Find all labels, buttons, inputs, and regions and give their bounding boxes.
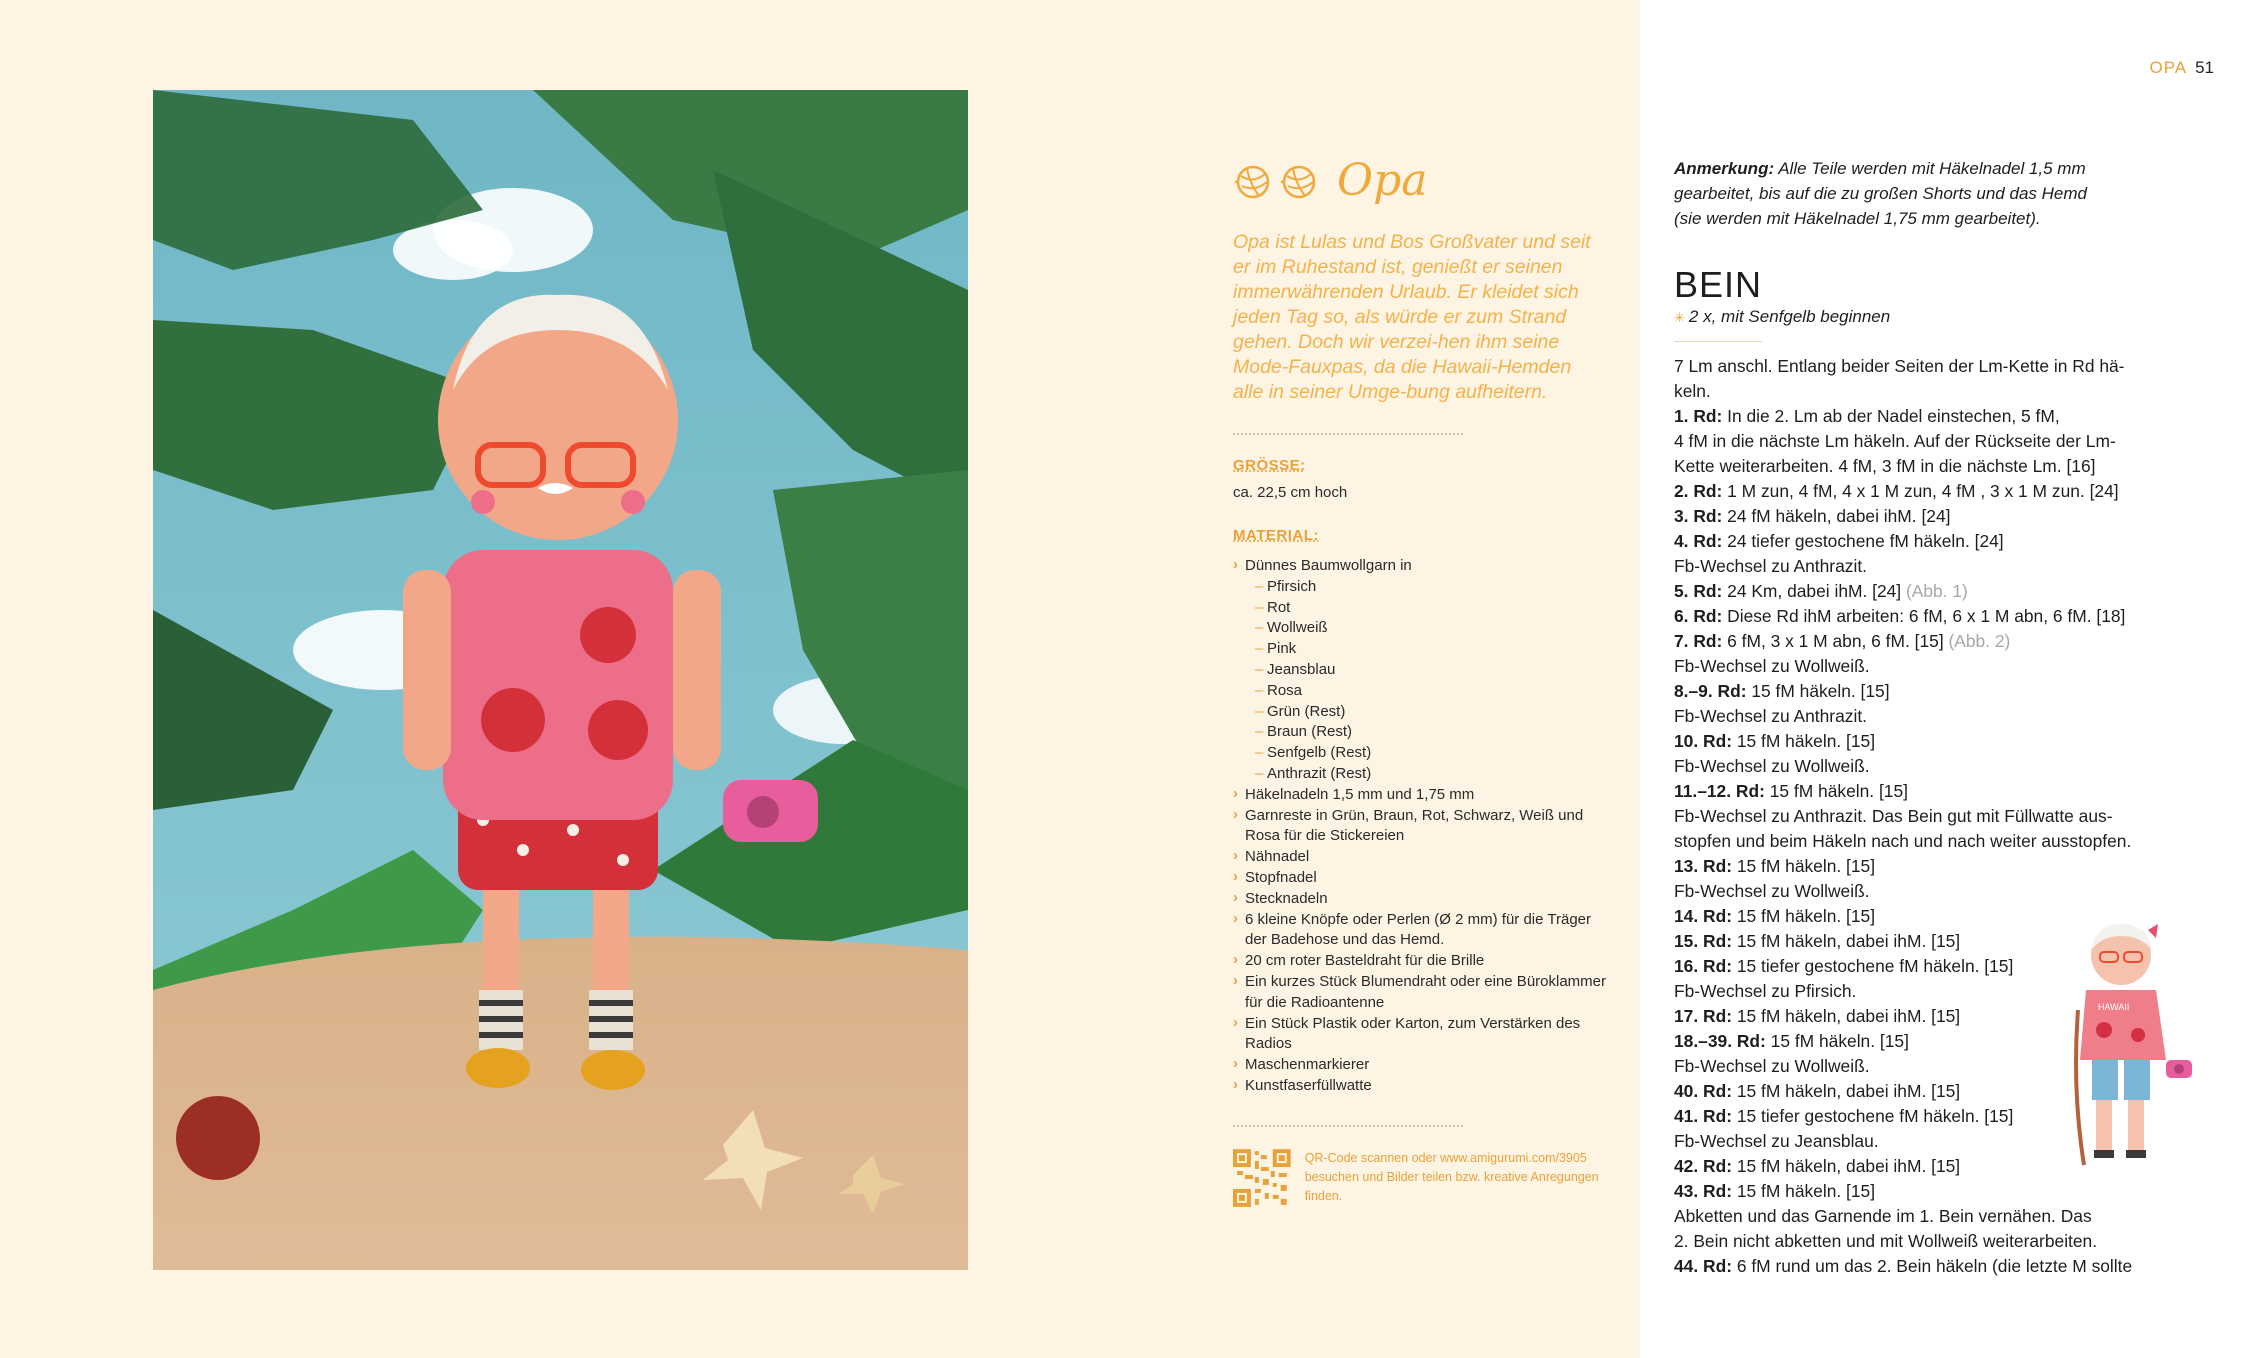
material-sub-item: – Jeansblau: [1233, 660, 1613, 681]
instruction-text: Abketten und das Garnende im 1. Bein vernähen. Das: [1674, 1206, 2092, 1226]
section-heading: BEIN: [1674, 264, 1763, 305]
material-label: MATERIAL:: [1233, 527, 1319, 544]
instruction-text: Fb-Wechsel zu Anthrazit.: [1674, 706, 1867, 726]
note: [1674, 156, 2204, 231]
page-header: [2149, 58, 2214, 78]
instruction-text: 15 fM häkeln, dabei ihM. [15]: [1731, 1006, 1961, 1026]
instruction-text: Fb-Wechsel zu Anthrazit.: [1674, 556, 1867, 576]
qr-code-icon[interactable]: [1233, 1149, 1291, 1207]
instruction-text: 4 fM in die nächste Lm häkeln. Auf der Rückseite der Lm-: [1674, 431, 2116, 451]
instruction-text: 6 fM rund um das 2. Bein häkeln (die letzte M sollte: [1731, 1256, 2133, 1276]
material-item: › Ein Stück Plastik oder Karton, zum Verstärken des Radios: [1233, 1014, 1613, 1056]
note-line: (sie werden mit Häkelnadel 1,75 mm gearbeitet).: [1674, 209, 2041, 228]
material-item: › Häkelnadeln 1,5 mm und 1,75 mm: [1233, 785, 1613, 806]
instruction-line: [1674, 779, 2204, 804]
size-value: ca. 22,5 cm hoch: [1233, 484, 1348, 501]
instruction-text: Fb-Wechsel zu Pfirsich.: [1674, 981, 1857, 1001]
instruction-line: [1674, 1229, 2204, 1254]
figure-reference: (Abb. 1): [1905, 581, 1968, 601]
instruction-line: [1674, 704, 2204, 729]
instruction-line: [1674, 604, 2204, 629]
instruction-line: [1674, 379, 2204, 404]
instruction-line: [1674, 804, 2204, 829]
instruction-text: 6 fM, 3 x 1 M abn, 6 fM. [15]: [1722, 631, 1949, 651]
instruction-text: Fb-Wechsel zu Wollweiß.: [1674, 881, 1870, 901]
material-item: › Garnreste in Grün, Braun, Rot, Schwarz, Weiß und Rosa für die Stickereien: [1233, 806, 1613, 848]
round-label: 18.–39. Rd:: [1674, 1031, 1766, 1051]
material-sub-item: – Pink: [1233, 639, 1613, 660]
instruction-line: [1674, 754, 2204, 779]
instruction-text: Fb-Wechsel zu Wollweiß.: [1674, 756, 1870, 776]
instruction-line: [1674, 1204, 2204, 1229]
instruction-line: [1674, 879, 2204, 904]
instruction-text: 15 fM häkeln. [15]: [1731, 856, 1876, 876]
material-sub-item: – Wollweiß: [1233, 618, 1613, 639]
instruction-text: Diese Rd ihM arbeiten: 6 fM, 6 x 1 M abn, 6 fM. [18]: [1722, 606, 2126, 626]
instruction-text: keln.: [1674, 381, 1711, 401]
round-label: 2. Rd:: [1674, 481, 1723, 501]
material-item: › 20 cm roter Basteldraht für die Brille: [1233, 951, 1613, 972]
material-sub-item: – Rosa: [1233, 681, 1613, 702]
instruction-text: 2. Bein nicht abketten und mit Wollweiß weiterarbeiten.: [1674, 1231, 2098, 1251]
instruction-text: 24 Km, dabei ihM. [24]: [1722, 581, 1906, 601]
round-label: 1. Rd:: [1674, 406, 1723, 426]
note-line: Alle Teile werden mit Häkelnadel 1,5 mm: [1774, 159, 2086, 178]
instruction-line: [1674, 1254, 2204, 1279]
shirt-print: HAWAII: [2098, 1002, 2130, 1012]
size-label: GRÖSSE:: [1233, 457, 1306, 474]
material-sub-item: – Pfirsich: [1233, 577, 1613, 598]
pattern-title: Opa: [1337, 154, 1428, 206]
material-item: › Maschenmarkierer: [1233, 1055, 1613, 1076]
instruction-text: 15 tiefer gestochene fM häkeln. [15]: [1731, 956, 2014, 976]
round-label: 14. Rd:: [1674, 906, 1732, 926]
instruction-text: 24 tiefer gestochene fM häkeln. [24]: [1722, 531, 2004, 551]
header-label: OPA: [2149, 58, 2188, 77]
divider: [1233, 1125, 1463, 1127]
instruction-text: Fb-Wechsel zu Jeansblau.: [1674, 1131, 1879, 1151]
material-sub-item: – Braun (Rest): [1233, 722, 1613, 743]
note-label: Anmerkung:: [1674, 159, 1775, 178]
round-label: 5. Rd:: [1674, 581, 1723, 601]
qr-block: [1233, 1149, 1613, 1207]
instruction-text: 15 fM häkeln. [15]: [1731, 906, 1876, 926]
instruction-text: 15 tiefer gestochene fM häkeln. [15]: [1731, 1106, 2014, 1126]
material-item: › Stecknadeln: [1233, 889, 1613, 910]
instruction-line: [1674, 854, 2204, 879]
round-label: 17. Rd:: [1674, 1006, 1732, 1026]
round-label: 40. Rd:: [1674, 1081, 1732, 1101]
instruction-text: 24 fM häkeln, dabei ihM. [24]: [1722, 506, 1951, 526]
instruction-text: Fb-Wechsel zu Wollweiß.: [1674, 1056, 1870, 1076]
round-label: 42. Rd:: [1674, 1156, 1732, 1176]
round-label: 4. Rd:: [1674, 531, 1723, 551]
yarn-ball-icon: [1279, 160, 1319, 200]
instruction-line: [1674, 579, 2204, 604]
instruction-text: Fb-Wechsel zu Anthrazit. Das Bein gut mit Füllwatte aus-: [1674, 806, 2113, 826]
figure-reference: (Abb. 2): [1948, 631, 2011, 651]
instruction-text: 15 fM häkeln, dabei ihM. [15]: [1731, 1156, 1961, 1176]
instruction-text: 15 fM häkeln. [15]: [1746, 681, 1890, 701]
instruction-text: 15 fM häkeln, dabei ihM. [15]: [1731, 931, 1961, 951]
material-list: [1233, 556, 1613, 1097]
material-item: › 6 kleine Knöpfe oder Perlen (Ø 2 mm) für die Träger der Badehose und das Hemd.: [1233, 910, 1613, 952]
round-label: 11.–12. Rd:: [1674, 781, 1765, 801]
instruction-text: stopfen und beim Häkeln nach und nach weiter ausstopfen.: [1674, 831, 2132, 851]
yarn-ball-icon: [1233, 160, 1273, 200]
instruction-line: [1674, 454, 2204, 479]
intro-text: Opa ist Lulas und Bos Großvater und seit er im Ruhestand ist, genießt er seinen immerwährenden Urlaub. Er kleidet sich jeden Tag so, als würde er zum Strand gehen. Doch wir verzei-hen ihm seine Mode-Fauxpas, da die Hawaii-Hemden alle in seiner Umge-bung aufheitern.: [1233, 231, 1591, 403]
instruction-text: Fb-Wechsel zu Wollweiß.: [1674, 656, 1870, 676]
intro-column: [1233, 150, 1613, 1207]
instruction-line: [1674, 404, 2204, 429]
instruction-text: 1 M zun, 4 fM, 4 x 1 M zun, 4 fM , 3 x 1 M zun. [24]: [1722, 481, 2119, 501]
material-sub-item: – Rot: [1233, 598, 1613, 619]
material-item: › Stopfnadel: [1233, 868, 1613, 889]
instruction-text: 15 fM häkeln, dabei ihM. [15]: [1731, 1081, 1961, 1101]
round-label: 43. Rd:: [1674, 1181, 1732, 1201]
instruction-text: 15 fM häkeln. [15]: [1765, 1031, 1909, 1051]
instruction-line: [1674, 679, 2204, 704]
instruction-text: 15 fM häkeln. [15]: [1731, 731, 1876, 751]
instruction-line: [1674, 504, 2204, 529]
instruction-text: Kette weiterarbeiten. 4 fM, 3 fM in die nächste Lm. [16]: [1674, 456, 2096, 476]
instruction-line: [1674, 654, 2204, 679]
divider: [1233, 433, 1463, 435]
material-item: › Kunstfaserfüllwatte: [1233, 1076, 1613, 1097]
round-label: 3. Rd:: [1674, 506, 1723, 526]
section-subtitle: ✳ 2 x, mit Senfgelb beginnen: [1674, 307, 1891, 326]
instruction-text: 7 Lm anschl. Entlang beider Seiten der Lm-Kette in Rd hä-: [1674, 356, 2125, 376]
material-sub-item: – Grün (Rest): [1233, 702, 1613, 723]
round-label: 7. Rd:: [1674, 631, 1723, 651]
qr-text: QR-Code scannen oder www.amigurumi.com/3905 besuchen und Bilder teilen bzw. kreative Anregungen finden.: [1304, 1150, 1599, 1203]
opa-illustration: [2066, 910, 2196, 1175]
material-sub-item: – Senfgelb (Rest): [1233, 743, 1613, 764]
instruction-text: In die 2. Lm ab der Nadel einstechen, 5 fM,: [1722, 406, 2060, 426]
instruction-line: [1674, 629, 2204, 654]
page-number: 51: [2195, 58, 2214, 77]
material-item: › Dünnes Baumwollgarn in: [1233, 556, 1613, 577]
round-label: 41. Rd:: [1674, 1106, 1732, 1126]
instruction-line: [1674, 729, 2204, 754]
amigurumi-photo: [153, 90, 968, 1270]
title-row: [1233, 150, 1613, 210]
round-label: 16. Rd:: [1674, 956, 1732, 976]
instruction-line: [1674, 479, 2204, 504]
instruction-text: 15 fM häkeln. [15]: [1764, 781, 1908, 801]
instruction-line: [1674, 529, 2204, 554]
instruction-line: [1674, 354, 2204, 379]
note-line: gearbeitet, bis auf die zu großen Shorts und das Hemd: [1674, 184, 2087, 203]
material-item: › Ein kurzes Stück Blumendraht oder eine Büroklammer für die Radioantenne: [1233, 972, 1613, 1014]
round-label: 10. Rd:: [1674, 731, 1732, 751]
asterisk-icon: ✳: [1674, 310, 1685, 325]
round-label: 15. Rd:: [1674, 931, 1732, 951]
instruction-line: [1674, 1179, 2204, 1204]
round-label: 8.–9. Rd:: [1674, 681, 1747, 701]
round-label: 13. Rd:: [1674, 856, 1732, 876]
instruction-line: [1674, 829, 2204, 854]
round-label: 6. Rd:: [1674, 606, 1723, 626]
instruction-line: [1674, 554, 2204, 579]
material-sub-item: – Anthrazit (Rest): [1233, 764, 1613, 785]
instruction-text: 15 fM häkeln. [15]: [1731, 1181, 1876, 1201]
round-label: 44. Rd:: [1674, 1256, 1732, 1276]
material-item: › Nähnadel: [1233, 847, 1613, 868]
instruction-line: [1674, 429, 2204, 454]
divider: [1674, 341, 1762, 342]
